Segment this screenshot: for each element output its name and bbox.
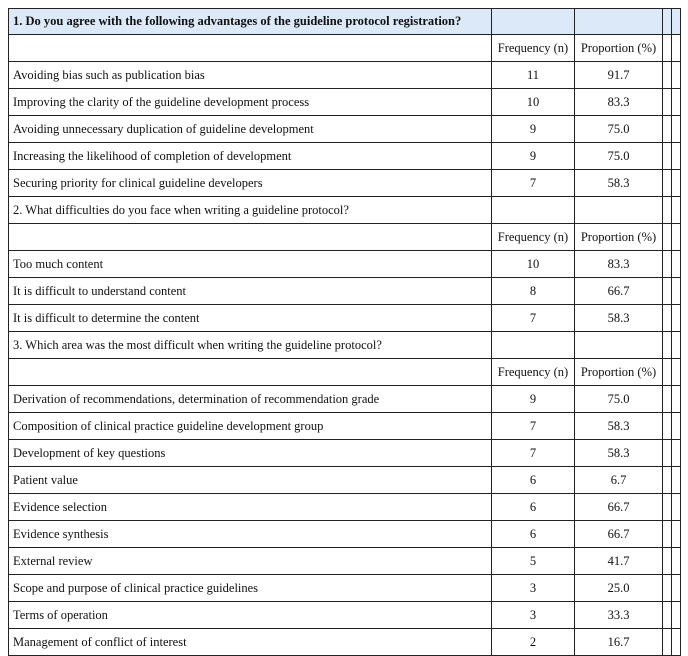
frequency-value: 3 xyxy=(492,602,575,629)
proportion-value: 91.7 xyxy=(575,62,663,89)
proportion-value: 75.0 xyxy=(575,386,663,413)
empty-cell xyxy=(672,305,681,332)
column-header-row xyxy=(9,224,681,251)
empty-cell xyxy=(672,467,681,494)
empty-cell xyxy=(575,197,663,224)
empty-cell xyxy=(575,332,663,359)
empty-cell xyxy=(672,386,681,413)
frequency-value: 10 xyxy=(492,251,575,278)
empty-cell xyxy=(672,89,681,116)
empty-cell xyxy=(672,9,681,35)
empty-cell xyxy=(672,413,681,440)
table-row xyxy=(9,62,681,89)
frequency-value: 6 xyxy=(492,494,575,521)
question-row xyxy=(9,332,681,359)
empty-cell xyxy=(663,305,672,332)
table-row xyxy=(9,89,681,116)
proportion-value: 83.3 xyxy=(575,251,663,278)
proportion-value: 25.0 xyxy=(575,575,663,602)
empty-cell xyxy=(663,602,672,629)
empty-cell xyxy=(663,413,672,440)
table-row xyxy=(9,629,681,656)
proportion-value: 33.3 xyxy=(575,602,663,629)
frequency-value: 9 xyxy=(492,143,575,170)
proportion-value: 41.7 xyxy=(575,548,663,575)
frequency-header: Frequency (n) xyxy=(492,224,575,251)
empty-cell xyxy=(672,116,681,143)
proportion-value: 66.7 xyxy=(575,494,663,521)
empty-cell xyxy=(672,602,681,629)
empty-cell xyxy=(663,35,672,62)
frequency-value: 3 xyxy=(492,575,575,602)
empty-cell xyxy=(663,575,672,602)
empty-cell xyxy=(9,224,492,251)
empty-cell xyxy=(663,359,672,386)
frequency-value: 5 xyxy=(492,548,575,575)
empty-cell xyxy=(663,9,672,35)
empty-cell xyxy=(663,548,672,575)
item-label: Evidence synthesis xyxy=(9,521,492,548)
frequency-value: 6 xyxy=(492,521,575,548)
frequency-value: 9 xyxy=(492,116,575,143)
item-label: It is difficult to determine the content xyxy=(9,305,492,332)
empty-cell xyxy=(492,197,575,224)
frequency-value: 7 xyxy=(492,170,575,197)
column-header-row xyxy=(9,35,681,62)
empty-cell xyxy=(672,629,681,656)
empty-cell xyxy=(672,575,681,602)
empty-cell xyxy=(492,332,575,359)
item-label: Patient value xyxy=(9,467,492,494)
item-label: Avoiding unnecessary duplication of guideline development xyxy=(9,116,492,143)
table-row xyxy=(9,467,681,494)
table-row xyxy=(9,413,681,440)
item-label: Terms of operation xyxy=(9,602,492,629)
frequency-value: 6 xyxy=(492,467,575,494)
empty-cell xyxy=(672,143,681,170)
empty-cell xyxy=(663,62,672,89)
proportion-value: 66.7 xyxy=(575,521,663,548)
empty-cell xyxy=(672,494,681,521)
item-label: Derivation of recommendations, determination of recommendation grade xyxy=(9,386,492,413)
proportion-header: Proportion (%) xyxy=(575,224,663,251)
empty-cell xyxy=(672,224,681,251)
empty-cell xyxy=(672,35,681,62)
item-label: It is difficult to understand content xyxy=(9,278,492,305)
table-row xyxy=(9,251,681,278)
empty-cell xyxy=(663,197,672,224)
frequency-header: Frequency (n) xyxy=(492,359,575,386)
frequency-header: Frequency (n) xyxy=(492,35,575,62)
proportion-value: 75.0 xyxy=(575,116,663,143)
empty-cell xyxy=(672,170,681,197)
item-label: Scope and purpose of clinical practice guidelines xyxy=(9,575,492,602)
table-row xyxy=(9,278,681,305)
proportion-value: 66.7 xyxy=(575,278,663,305)
table-row xyxy=(9,602,681,629)
table-row xyxy=(9,548,681,575)
table-row xyxy=(9,521,681,548)
table-row xyxy=(9,143,681,170)
item-label: Securing priority for clinical guideline developers xyxy=(9,170,492,197)
empty-cell xyxy=(9,359,492,386)
empty-cell xyxy=(672,197,681,224)
proportion-value: 83.3 xyxy=(575,89,663,116)
item-label: Increasing the likelihood of completion of development xyxy=(9,143,492,170)
proportion-value: 6.7 xyxy=(575,467,663,494)
table-row xyxy=(9,494,681,521)
empty-cell xyxy=(663,143,672,170)
empty-cell xyxy=(663,116,672,143)
item-label: Improving the clarity of the guideline development process xyxy=(9,89,492,116)
empty-cell xyxy=(672,548,681,575)
question-row xyxy=(9,197,681,224)
empty-cell xyxy=(9,35,492,62)
empty-cell xyxy=(672,359,681,386)
empty-cell xyxy=(663,170,672,197)
empty-cell xyxy=(663,467,672,494)
proportion-value: 16.7 xyxy=(575,629,663,656)
question-text: 1. Do you agree with the following advantages of the guideline protocol registration? xyxy=(9,9,492,35)
item-label: Evidence selection xyxy=(9,494,492,521)
frequency-value: 7 xyxy=(492,440,575,467)
empty-cell xyxy=(672,332,681,359)
table-row xyxy=(9,575,681,602)
proportion-value: 58.3 xyxy=(575,305,663,332)
frequency-value: 7 xyxy=(492,305,575,332)
empty-cell xyxy=(575,9,663,35)
survey-results-table xyxy=(8,8,681,656)
table-row xyxy=(9,116,681,143)
item-label: External review xyxy=(9,548,492,575)
empty-cell xyxy=(492,9,575,35)
empty-cell xyxy=(663,224,672,251)
empty-cell xyxy=(672,440,681,467)
frequency-value: 2 xyxy=(492,629,575,656)
item-label: Too much content xyxy=(9,251,492,278)
table-row xyxy=(9,386,681,413)
item-label: Management of conflict of interest xyxy=(9,629,492,656)
frequency-value: 9 xyxy=(492,386,575,413)
empty-cell xyxy=(663,89,672,116)
survey-table-container xyxy=(8,8,680,656)
proportion-header: Proportion (%) xyxy=(575,35,663,62)
item-label: Composition of clinical practice guideline development group xyxy=(9,413,492,440)
frequency-value: 11 xyxy=(492,62,575,89)
empty-cell xyxy=(663,332,672,359)
frequency-value: 10 xyxy=(492,89,575,116)
empty-cell xyxy=(663,629,672,656)
empty-cell xyxy=(672,62,681,89)
empty-cell xyxy=(663,278,672,305)
question-text: 3. Which area was the most difficult when writing the guideline protocol? xyxy=(9,332,492,359)
empty-cell xyxy=(663,440,672,467)
table-row xyxy=(9,170,681,197)
proportion-value: 58.3 xyxy=(575,413,663,440)
table-row xyxy=(9,440,681,467)
empty-cell xyxy=(663,494,672,521)
question-row xyxy=(9,9,681,35)
item-label: Avoiding bias such as publication bias xyxy=(9,62,492,89)
empty-cell xyxy=(672,251,681,278)
frequency-value: 7 xyxy=(492,413,575,440)
empty-cell xyxy=(663,521,672,548)
table-body xyxy=(9,9,681,656)
proportion-value: 58.3 xyxy=(575,170,663,197)
proportion-value: 75.0 xyxy=(575,143,663,170)
item-label: Development of key questions xyxy=(9,440,492,467)
proportion-header: Proportion (%) xyxy=(575,359,663,386)
question-text: 2. What difficulties do you face when writing a guideline protocol? xyxy=(9,197,492,224)
empty-cell xyxy=(663,386,672,413)
empty-cell xyxy=(672,521,681,548)
frequency-value: 8 xyxy=(492,278,575,305)
table-row xyxy=(9,305,681,332)
empty-cell xyxy=(663,251,672,278)
empty-cell xyxy=(672,278,681,305)
column-header-row xyxy=(9,359,681,386)
proportion-value: 58.3 xyxy=(575,440,663,467)
